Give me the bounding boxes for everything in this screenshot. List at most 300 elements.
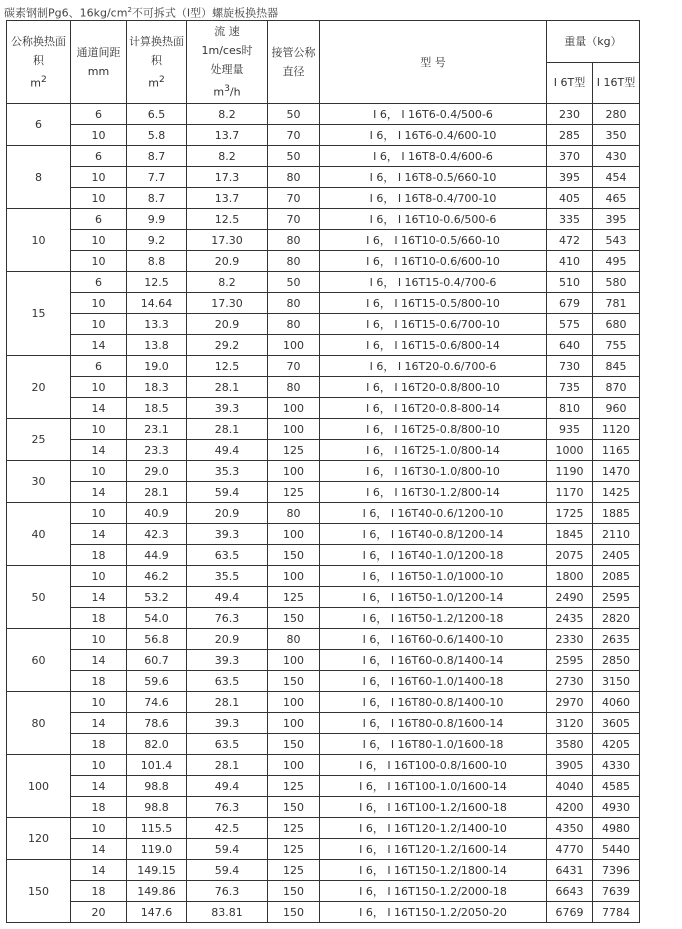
pipe-diameter-cell: 100	[268, 461, 320, 482]
calc-area-cell: 8.8	[127, 251, 187, 272]
calc-area-cell: 13.3	[127, 314, 187, 335]
nominal-area-cell: 15	[7, 272, 71, 356]
weight-i16t-cell: 1470	[593, 461, 640, 482]
header-calc-area: 计算换热面积 $m^2$	[127, 21, 187, 104]
calc-area-cell: 40.9	[127, 503, 187, 524]
calc-area-cell: 59.6	[127, 671, 187, 692]
table-row	[7, 755, 640, 776]
channel-spacing-cell: 14	[71, 524, 127, 545]
channel-spacing-cell: 18	[71, 881, 127, 902]
weight-i16t-cell: 960	[593, 398, 640, 419]
table-row	[7, 104, 640, 125]
model-cell: I 6， I 16T80-1.0/1600-18	[320, 734, 547, 755]
weight-i6t-cell: 1800	[547, 566, 593, 587]
flow-capacity-cell: 49.4	[187, 776, 268, 797]
table-row	[7, 797, 640, 818]
table-row	[7, 482, 640, 503]
channel-spacing-cell: 10	[71, 314, 127, 335]
weight-i6t-cell: 1725	[547, 503, 593, 524]
model-cell: I 6， I 16T25-0.8/800-10	[320, 419, 547, 440]
table-row	[7, 188, 640, 209]
weight-i16t-cell: 1120	[593, 419, 640, 440]
flow-capacity-cell: 28.1	[187, 377, 268, 398]
model-cell: I 6， I 16T50-1.2/1200-18	[320, 608, 547, 629]
table-row	[7, 860, 640, 881]
weight-i6t-cell: 810	[547, 398, 593, 419]
pipe-diameter-cell: 100	[268, 713, 320, 734]
table-row	[7, 713, 640, 734]
calc-area-cell: 9.2	[127, 230, 187, 251]
weight-i6t-cell: 395	[547, 167, 593, 188]
calc-area-cell: 98.8	[127, 776, 187, 797]
title-text: 碳素钢制Pg6、16kg/cm	[4, 6, 128, 20]
flow-capacity-cell: 17.3	[187, 167, 268, 188]
channel-spacing-cell: 10	[71, 818, 127, 839]
flow-capacity-cell: 20.9	[187, 251, 268, 272]
model-cell: I 6， I 16T15-0.4/700-6	[320, 272, 547, 293]
flow-capacity-cell: 8.2	[187, 104, 268, 125]
table-body	[7, 104, 640, 923]
weight-i6t-cell: 2330	[547, 629, 593, 650]
calc-area-cell: 56.8	[127, 629, 187, 650]
model-cell: I 6， I 16T60-1.0/1400-18	[320, 671, 547, 692]
weight-i16t-cell: 3605	[593, 713, 640, 734]
weight-i16t-cell: 5440	[593, 839, 640, 860]
table-row	[7, 692, 640, 713]
weight-i6t-cell: 335	[547, 209, 593, 230]
flow-capacity-cell: 13.7	[187, 188, 268, 209]
model-cell: I 6， I 16T120-1.2/1400-10	[320, 818, 547, 839]
flow-capacity-cell: 49.4	[187, 440, 268, 461]
flow-capacity-cell: 35.5	[187, 566, 268, 587]
flow-capacity-cell: 39.3	[187, 398, 268, 419]
channel-spacing-cell: 10	[71, 188, 127, 209]
flow-capacity-cell: 17.30	[187, 230, 268, 251]
calc-area-cell: 19.0	[127, 356, 187, 377]
calc-area-cell: 119.0	[127, 839, 187, 860]
pipe-diameter-cell: 125	[268, 818, 320, 839]
nominal-area-cell: 150	[7, 860, 71, 923]
flow-capacity-cell: 20.9	[187, 503, 268, 524]
calc-area-cell: 149.86	[127, 881, 187, 902]
nominal-area-cell: 80	[7, 692, 71, 755]
weight-i16t-cell: 2405	[593, 545, 640, 566]
weight-i6t-cell: 3580	[547, 734, 593, 755]
weight-i6t-cell: 1000	[547, 440, 593, 461]
table-row	[7, 461, 640, 482]
table-row	[7, 230, 640, 251]
table-row	[7, 125, 640, 146]
channel-spacing-cell: 10	[71, 566, 127, 587]
channel-spacing-cell: 18	[71, 797, 127, 818]
channel-spacing-cell: 14	[71, 713, 127, 734]
model-cell: I 6， I 16T10-0.5/660-10	[320, 230, 547, 251]
channel-spacing-cell: 10	[71, 461, 127, 482]
calc-area-cell: 23.1	[127, 419, 187, 440]
weight-i6t-cell: 640	[547, 335, 593, 356]
weight-i6t-cell: 1845	[547, 524, 593, 545]
model-cell: I 6， I 16T60-0.6/1400-10	[320, 629, 547, 650]
flow-capacity-cell: 29.2	[187, 335, 268, 356]
flow-capacity-cell: 28.1	[187, 419, 268, 440]
table-row	[7, 587, 640, 608]
pipe-diameter-cell: 100	[268, 398, 320, 419]
model-cell: I 6， I 16T20-0.8-800-14	[320, 398, 547, 419]
spec-table	[6, 20, 640, 923]
calc-area-cell: 149.15	[127, 860, 187, 881]
weight-i16t-cell: 395	[593, 209, 640, 230]
model-cell: I 6， I 16T8-0.4/600-6	[320, 146, 547, 167]
pipe-diameter-cell: 150	[268, 671, 320, 692]
flow-capacity-cell: 59.4	[187, 482, 268, 503]
channel-spacing-cell: 10	[71, 692, 127, 713]
weight-i16t-cell: 4060	[593, 692, 640, 713]
model-cell: I 6， I 16T10-0.6/500-6	[320, 209, 547, 230]
channel-spacing-cell: 14	[71, 860, 127, 881]
weight-i6t-cell: 4040	[547, 776, 593, 797]
calc-area-cell: 12.5	[127, 272, 187, 293]
pipe-diameter-cell: 150	[268, 608, 320, 629]
table-row	[7, 524, 640, 545]
pipe-diameter-cell: 50	[268, 272, 320, 293]
nominal-area-cell: 50	[7, 566, 71, 629]
table-row	[7, 398, 640, 419]
flow-capacity-cell: 42.5	[187, 818, 268, 839]
pipe-diameter-cell: 125	[268, 860, 320, 881]
weight-i16t-cell: 465	[593, 188, 640, 209]
calc-area-cell: 23.3	[127, 440, 187, 461]
flow-capacity-cell: 39.3	[187, 713, 268, 734]
weight-i6t-cell: 230	[547, 104, 593, 125]
channel-spacing-cell: 10	[71, 125, 127, 146]
channel-spacing-cell: 10	[71, 629, 127, 650]
pipe-diameter-cell: 125	[268, 482, 320, 503]
channel-spacing-cell: 10	[71, 419, 127, 440]
model-cell: I 6， I 16T80-0.8/1400-10	[320, 692, 547, 713]
header-weight-i6t: I 6T型	[547, 62, 593, 104]
pipe-diameter-cell: 70	[268, 356, 320, 377]
weight-i16t-cell: 1885	[593, 503, 640, 524]
weight-i16t-cell: 350	[593, 125, 640, 146]
pipe-diameter-cell: 150	[268, 545, 320, 566]
channel-spacing-cell: 10	[71, 251, 127, 272]
calc-area-cell: 147.6	[127, 902, 187, 923]
weight-i16t-cell: 430	[593, 146, 640, 167]
flow-capacity-cell: 59.4	[187, 839, 268, 860]
weight-i6t-cell: 6769	[547, 902, 593, 923]
calc-area-cell: 5.8	[127, 125, 187, 146]
pipe-diameter-cell: 80	[268, 314, 320, 335]
model-cell: I 6， I 16T150-1.2/1800-14	[320, 860, 547, 881]
weight-i6t-cell: 575	[547, 314, 593, 335]
channel-spacing-cell: 14	[71, 482, 127, 503]
weight-i6t-cell: 2435	[547, 608, 593, 629]
pipe-diameter-cell: 70	[268, 125, 320, 146]
model-cell: I 6， I 16T120-1.2/1600-14	[320, 839, 547, 860]
calc-area-cell: 98.8	[127, 797, 187, 818]
calc-area-cell: 8.7	[127, 146, 187, 167]
header-weight: 重量（kg）	[547, 21, 640, 63]
calc-area-cell: 9.9	[127, 209, 187, 230]
channel-spacing-cell: 14	[71, 587, 127, 608]
calc-area-cell: 28.1	[127, 482, 187, 503]
flow-capacity-cell: 76.3	[187, 797, 268, 818]
calc-area-cell: 44.9	[127, 545, 187, 566]
model-cell: I 6， I 16T6-0.4/600-10	[320, 125, 547, 146]
model-cell: I 6， I 16T40-1.0/1200-18	[320, 545, 547, 566]
channel-spacing-cell: 14	[71, 650, 127, 671]
calc-area-cell: 18.3	[127, 377, 187, 398]
page-title	[4, 3, 278, 21]
weight-i16t-cell: 2850	[593, 650, 640, 671]
pipe-diameter-cell: 50	[268, 104, 320, 125]
channel-spacing-cell: 6	[71, 146, 127, 167]
nominal-area-cell: 25	[7, 419, 71, 461]
table-row	[7, 335, 640, 356]
pipe-diameter-cell: 150	[268, 881, 320, 902]
calc-area-cell: 46.2	[127, 566, 187, 587]
nominal-area-cell: 30	[7, 461, 71, 503]
table-row	[7, 209, 640, 230]
nominal-area-cell: 20	[7, 356, 71, 419]
table-row	[7, 839, 640, 860]
pipe-diameter-cell: 100	[268, 755, 320, 776]
pipe-diameter-cell: 125	[268, 776, 320, 797]
weight-i6t-cell: 405	[547, 188, 593, 209]
table-row	[7, 734, 640, 755]
weight-i16t-cell: 1425	[593, 482, 640, 503]
pipe-diameter-cell: 80	[268, 629, 320, 650]
calc-area-cell: 115.5	[127, 818, 187, 839]
flow-capacity-cell: 20.9	[187, 314, 268, 335]
table-row	[7, 314, 640, 335]
model-cell: I 6， I 16T20-0.8/800-10	[320, 377, 547, 398]
channel-spacing-cell: 14	[71, 776, 127, 797]
model-cell: I 6， I 16T50-1.0/1000-10	[320, 566, 547, 587]
channel-spacing-cell: 10	[71, 755, 127, 776]
table-row	[7, 776, 640, 797]
header-channel-spacing: 通道间距 mm	[71, 21, 127, 104]
table-row	[7, 377, 640, 398]
weight-i6t-cell: 2075	[547, 545, 593, 566]
calc-area-cell: 7.7	[127, 167, 187, 188]
title-text-suffix: 不可拆式（I型）螺旋板换热器	[131, 6, 279, 20]
weight-i6t-cell: 472	[547, 230, 593, 251]
weight-i16t-cell: 3150	[593, 671, 640, 692]
flow-capacity-cell: 13.7	[187, 125, 268, 146]
channel-spacing-cell: 6	[71, 209, 127, 230]
flow-capacity-cell: 8.2	[187, 272, 268, 293]
model-cell: I 6， I 16T80-0.8/1600-14	[320, 713, 547, 734]
pipe-diameter-cell: 150	[268, 734, 320, 755]
table-row	[7, 356, 640, 377]
table-row	[7, 272, 640, 293]
channel-spacing-cell: 18	[71, 545, 127, 566]
weight-i6t-cell: 735	[547, 377, 593, 398]
model-cell: I 6， I 16T150-1.2/2050-20	[320, 902, 547, 923]
table-row	[7, 419, 640, 440]
weight-i16t-cell: 495	[593, 251, 640, 272]
model-cell: I 6， I 16T10-0.6/600-10	[320, 251, 547, 272]
weight-i6t-cell: 4200	[547, 797, 593, 818]
calc-area-cell: 53.2	[127, 587, 187, 608]
weight-i16t-cell: 870	[593, 377, 640, 398]
table-row	[7, 146, 640, 167]
model-cell: I 6， I 16T30-1.2/800-14	[320, 482, 547, 503]
weight-i16t-cell: 7396	[593, 860, 640, 881]
table-row	[7, 566, 640, 587]
table-row	[7, 902, 640, 923]
weight-i6t-cell: 370	[547, 146, 593, 167]
channel-spacing-cell: 6	[71, 104, 127, 125]
nominal-area-cell: 10	[7, 209, 71, 272]
weight-i6t-cell: 730	[547, 356, 593, 377]
pipe-diameter-cell: 80	[268, 503, 320, 524]
table-row	[7, 251, 640, 272]
weight-i16t-cell: 781	[593, 293, 640, 314]
weight-i6t-cell: 935	[547, 419, 593, 440]
table-row	[7, 440, 640, 461]
model-cell: I 6， I 16T40-0.6/1200-10	[320, 503, 547, 524]
weight-i6t-cell: 2970	[547, 692, 593, 713]
pipe-diameter-cell: 100	[268, 335, 320, 356]
weight-i6t-cell: 2730	[547, 671, 593, 692]
channel-spacing-cell: 14	[71, 839, 127, 860]
weight-i6t-cell: 6643	[547, 881, 593, 902]
weight-i16t-cell: 845	[593, 356, 640, 377]
nominal-area-cell: 8	[7, 146, 71, 209]
weight-i6t-cell: 410	[547, 251, 593, 272]
model-cell: I 6， I 16T150-1.2/2000-18	[320, 881, 547, 902]
weight-i16t-cell: 4585	[593, 776, 640, 797]
flow-capacity-cell: 63.5	[187, 734, 268, 755]
channel-spacing-cell: 20	[71, 902, 127, 923]
weight-i16t-cell: 7639	[593, 881, 640, 902]
weight-i16t-cell: 755	[593, 335, 640, 356]
pipe-diameter-cell: 100	[268, 692, 320, 713]
calc-area-cell: 82.0	[127, 734, 187, 755]
weight-i6t-cell: 679	[547, 293, 593, 314]
calc-area-cell: 13.8	[127, 335, 187, 356]
weight-i16t-cell: 580	[593, 272, 640, 293]
pipe-diameter-cell: 80	[268, 230, 320, 251]
weight-i16t-cell: 7784	[593, 902, 640, 923]
model-cell: I 6， I 16T6-0.4/500-6	[320, 104, 547, 125]
flow-capacity-cell: 76.3	[187, 608, 268, 629]
calc-area-cell: 29.0	[127, 461, 187, 482]
flow-capacity-cell: 83.81	[187, 902, 268, 923]
weight-i16t-cell: 2820	[593, 608, 640, 629]
calc-area-cell: 60.7	[127, 650, 187, 671]
pipe-diameter-cell: 125	[268, 839, 320, 860]
weight-i6t-cell: 6431	[547, 860, 593, 881]
flow-capacity-cell: 63.5	[187, 671, 268, 692]
pipe-diameter-cell: 80	[268, 167, 320, 188]
table-row	[7, 167, 640, 188]
weight-i16t-cell: 2595	[593, 587, 640, 608]
calc-area-cell: 101.4	[127, 755, 187, 776]
weight-i6t-cell: 510	[547, 272, 593, 293]
pipe-diameter-cell: 70	[268, 188, 320, 209]
channel-spacing-cell: 10	[71, 377, 127, 398]
channel-spacing-cell: 18	[71, 608, 127, 629]
flow-capacity-cell: 59.4	[187, 860, 268, 881]
weight-i6t-cell: 4350	[547, 818, 593, 839]
weight-i16t-cell: 2110	[593, 524, 640, 545]
weight-i6t-cell: 2490	[547, 587, 593, 608]
weight-i6t-cell: 1190	[547, 461, 593, 482]
weight-i16t-cell: 2635	[593, 629, 640, 650]
calc-area-cell: 54.0	[127, 608, 187, 629]
model-cell: I 6， I 16T25-1.0/800-14	[320, 440, 547, 461]
pipe-diameter-cell: 150	[268, 797, 320, 818]
nominal-area-cell: 6	[7, 104, 71, 146]
pipe-diameter-cell: 100	[268, 419, 320, 440]
calc-area-cell: 78.6	[127, 713, 187, 734]
weight-i6t-cell: 285	[547, 125, 593, 146]
model-cell: I 6， I 16T20-0.6/700-6	[320, 356, 547, 377]
nominal-area-cell: 100	[7, 755, 71, 818]
weight-i16t-cell: 1165	[593, 440, 640, 461]
pipe-diameter-cell: 100	[268, 566, 320, 587]
flow-capacity-cell: 20.9	[187, 629, 268, 650]
weight-i6t-cell: 2595	[547, 650, 593, 671]
calc-area-cell: 18.5	[127, 398, 187, 419]
calc-area-cell: 74.6	[127, 692, 187, 713]
flow-capacity-cell: 12.5	[187, 356, 268, 377]
channel-spacing-cell: 18	[71, 671, 127, 692]
pipe-diameter-cell: 100	[268, 524, 320, 545]
model-cell: I 6， I 16T15-0.5/800-10	[320, 293, 547, 314]
channel-spacing-cell: 6	[71, 272, 127, 293]
model-cell: I 6， I 16T50-1.0/1200-14	[320, 587, 547, 608]
weight-i16t-cell: 4330	[593, 755, 640, 776]
weight-i6t-cell: 4770	[547, 839, 593, 860]
model-cell: I 6， I 16T100-1.0/1600-14	[320, 776, 547, 797]
weight-i16t-cell: 543	[593, 230, 640, 251]
nominal-area-cell: 60	[7, 629, 71, 692]
weight-i16t-cell: 4930	[593, 797, 640, 818]
channel-spacing-cell: 14	[71, 398, 127, 419]
header-weight-i16t: I 16T型	[593, 62, 640, 104]
channel-spacing-cell: 10	[71, 503, 127, 524]
flow-capacity-cell: 39.3	[187, 524, 268, 545]
title-superscript: 2	[127, 6, 132, 14]
table-row	[7, 818, 640, 839]
model-cell: I 6， I 16T100-0.8/1600-10	[320, 755, 547, 776]
flow-capacity-cell: 28.1	[187, 692, 268, 713]
pipe-diameter-cell: 100	[268, 650, 320, 671]
calc-area-cell: 6.5	[127, 104, 187, 125]
weight-i6t-cell: 1170	[547, 482, 593, 503]
flow-capacity-cell: 35.3	[187, 461, 268, 482]
table-row	[7, 629, 640, 650]
pipe-diameter-cell: 80	[268, 293, 320, 314]
table-row	[7, 545, 640, 566]
flow-capacity-cell: 12.5	[187, 209, 268, 230]
model-cell: I 6， I 16T15-0.6/800-14	[320, 335, 547, 356]
pipe-diameter-cell: 50	[268, 146, 320, 167]
table-row	[7, 608, 640, 629]
table-row	[7, 503, 640, 524]
flow-capacity-cell: 49.4	[187, 587, 268, 608]
flow-capacity-cell: 17.30	[187, 293, 268, 314]
header-nominal-area: 公称换热面积 $m^2$	[7, 21, 71, 104]
calc-area-cell: 42.3	[127, 524, 187, 545]
channel-spacing-cell: 10	[71, 167, 127, 188]
channel-spacing-cell: 18	[71, 734, 127, 755]
weight-i6t-cell: 3120	[547, 713, 593, 734]
